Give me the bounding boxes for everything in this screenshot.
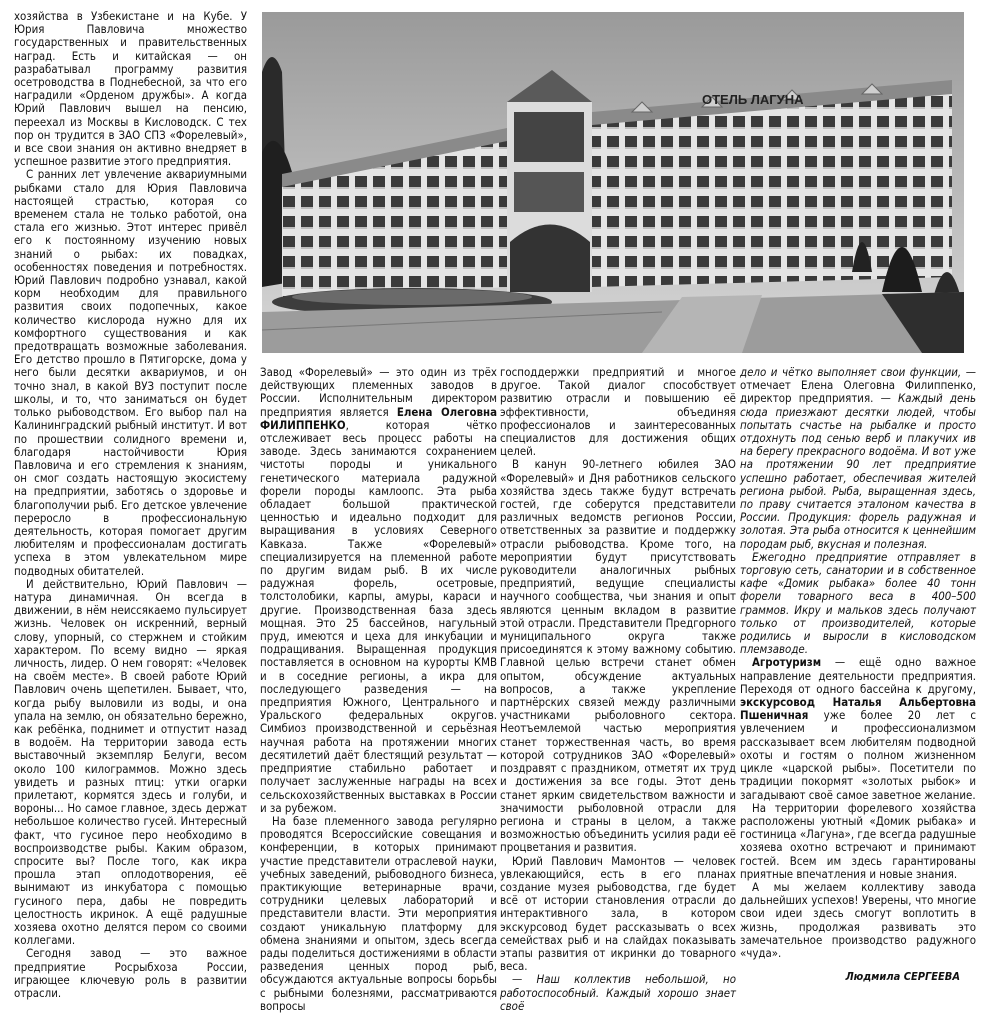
col1-paragraph-2: С ранних лет увлечение аквариумными рыбками стало для Юрия Павловича настоящей страстью, которая со временем стала не только работой, она стала его жизнью. Этот интерес привёл его к постоянному изучению новых знаний о рыбах: их повадках, особенностях поведения и потребностях. Юрий Павлович подробно узнавал, какой корм необходим для правильного развития своих подопечных, какое количество кислорода нужно для их комфортного существования и как предотвращать возможные заболевания. Его детство прошло в Пятигорске, дома у него были десятки аквариумов, и он точно знал, в какой ВУЗ поступит после школы, и то, что заниматься он будет только рыбоводством. Его выбор пал на Калининградский рыбный институт. И вот по прошествии солидного времени и, благодаря настойчивости Юрия Павловича и его стремления к знаниям, он смог создать настоящую экосистему на предприятии, заботясь о здоровье и благополучии рыб. Его детское увлечение переросло в профессиональную деятельность, которая помогает другим любителям и профессионалам достигать успеха в этом увлекательном мире подводных обитателей. (14, 167, 247, 578)
col3-paragraph-3: Юрий Павлович Мамонтов — человек увлекающийся, есть в его планах создание музея рыбоводства, где будет всё от истории становления отрасли до интерактивного зала, в котором экскурсовод будет рассказывать о всех семействах рыб и на слайдах показывать этапы развития от икринки до товарного веса. (500, 853, 736, 974)
col1-paragraph-4: Сегодня завод — это важное предприятие Росрыбхоза России, играющее ключевую роль в развитии отрасли. (14, 946, 247, 1001)
col3-paragraph-1: господдержки предприятий и многое другое. Такой диалог способствует развитию отрасли и повышению её эффективности, объединяя профессионалов и заинтересованных специалистов для достижения общих целей. (500, 365, 736, 459)
guide-name: экскурсовод Наталья Альбертовна Пшеничная (740, 695, 976, 723)
column-4 (740, 366, 976, 960)
col2-paragraph-2: На базе племенного завода регулярно проводятся Всероссийские совещания и конференции, в которых принимают участие представители отраслевой науки, учебных заведений, рыбоводного бизнеса, практикующие ветеринарные врачи, сотрудники целевых лабораторий и представители власти. Эти мероприятия создают уникальную платформу для обмена знаниями и опытом, здесь всегда рады поделиться достижениями в области разведения ценных пород рыб, обсуждаются актуальные вопросы борьбы с рыбными болезнями, рассматриваются вопросы (260, 813, 497, 1013)
author-signature: Людмила СЕРГЕЕВА (845, 970, 960, 983)
col1-paragraph-3: И действительно, Юрий Павлович — натура динамичная. Он всегда в движении, в нём неиссякаемо пульсирует жизнь. Человек он искренний, верный слову, упорный, со стержнем и стойким характером. По всему видно — яркая личность, лидер. О нем говорят: «Человек на своём месте». В своей работе Юрий Павлович очень щепетилен. Бывает, что, когда рыбу выловили из воды, и она упала на землю, он обязательно бережно, как ребёнка, поднимет и отпустит назад в водоём. На территории завода есть выставочный экземпляр Белуги, весом около 100 килограммов. Можно здесь увидеть и разных птиц: утки огарки прилетают, кормятся здесь и голуби, и вороны... Но самое главное, здесь держат небольшое количество гусей. Интересный факт, что гусиное перо необходимо в воспроизводстве рыбы. Каким образом, спросите вы? После того, как икра прошла этап оплодотворения, её вынимают из инкубатора с помощью гусиного пера, дабы не повредить целостность икринок. А ещё радушные хозяева охотно делятся пером со своими коллегами. (14, 576, 247, 948)
col4-paragraph-1: дело и чётко выполняет свои функции, — отмечает Елена Олеговна Филиппенко, директор предприятия. — Каждый день сюда приезжают десятки людей, чтобы попытать счастье на рыбалке и просто отдохнуть под сенью верб и плакучих ив на берегу прекрасного водоёма. И вот уже на протяжении 90 лет предприятие успешно работает, обеспечивая жителей региона рыбой. Рыба, выращенная здесь, по праву считается эталоном качества в России. Продукция: форель радужная и золотая. Эта рыба относится к ценнейшим породам рыб, вкусная и полезная. (740, 365, 976, 551)
col3-paragraph-2: В канун 90-летнего юбилея ЗАО «Форелевый» и Дня работников сельского хозяйства здесь также будут встречать гостей, где соберутся представители различных ведомств регионов России, ответственных за развитие и поддержку отрасли рыбоводства. Кроме того, на мероприятии будут присутствовать руководители аналогичных рыбных предприятий, ведущие специалисты научного сообщества, чьи знания и опыт являются ценным вкладом в развитие этой отрасли. Представители Предгорного муниципального округа также присоединятся к этому важному событию. Главной целью встречи станет обмен опытом, обсуждение актуальных вопросов, а также укрепление партнёрских связей между различными участниками рыболовного сектора. Неотъемлемой частью мероприятия станет торжественная часть, во время которой сотрудников ЗАО «Форелевый» поздравят с праздником, отметят их труд и достижения за все годы. Этот день станет ярким свидетельством важности и значимости рыболовной отрасли для региона и страны в целом, а также возможностью объединить усилия ради её процветания и развития. (500, 457, 736, 855)
col1-paragraph-1: хозяйства в Узбекистане и на Кубе. У Юрия Павловича множество государственных и правительственных наград. Есть и китайская — он разрабатывал программу развития осетроводства в Поднебесной, за что его наградили «Орденом дружбы». А когда Юрий Павлович вышел на пенсию, переехал из Москвы в Кисловодск. С тех пор он трудится в ЗАО СПЗ «Форелевый», и все свои знания он активно внедряет в успешное развитие этого предприятия. (14, 9, 247, 169)
column-2 (260, 366, 497, 1013)
director-name: Елена Олеговна ФИЛИППЕНКО (260, 404, 497, 432)
agrotourism-lead: Агротуризм (752, 655, 822, 670)
hotel-sign: ОТЕЛЬ ЛАГУНА (702, 92, 804, 107)
hotel-building-illustration (262, 12, 964, 353)
col3-paragraph-4: — Наш коллектив небольшой, но работоспособный. Каждый хорошо знает своё (500, 972, 736, 1013)
col4-paragraph-2: Ежегодно предприятие отправляет в торговую сеть, санатории и в собственное кафе «Домик рыбака» более 40 тонн форели товарного веса в 400–500 граммов. Икру и мальков здесь получают только от производителей, которые родились и выросли в кисловодском племзаводе. (740, 549, 976, 657)
col4-paragraph-5: А мы желаем коллективу завода дальнейших успехов! Уверены, что многие свои идеи здесь смогут воплотить в жизнь, продолжая развивать это замечательное производство радужного «чуда». (740, 879, 976, 960)
column-1 (14, 10, 247, 1000)
col4-paragraph-4: На территории форелевого хозяйства расположены уютный «Домик рыбака» и гостиница «Лагуна», где всегда радушные хозяева охотно встречают и принимают гостей. Всем им здесь гарантированы приятные впечатления и новые знания. (740, 800, 976, 881)
column-3 (500, 366, 736, 1013)
col4-paragraph-3: Агротуризм — ещё одно важное направление деятельности предприятия. Переходя от одного бассейна к другому, экскурсовод Наталья Альбертовна Пшеничная уже более 20 лет с увлечением и профессионализмом рассказывает всем любителям подводной охоты и гостям о полном жизненном цикле «царской рыбы». Посетители по традиции покормят «золотых рыбок» и загадывают своё самое заветное желание. (740, 655, 976, 802)
col2-paragraph-1: Завод «Форелевый» — это один из трёх действующих племенных заводов в России. Исполнительным директором предприятия является Елена Олеговна ФИЛИППЕНКО, которая чётко отслеживает весь процесс работы на заводе. Здесь занимаются сохранением чистоты породы и уникального генетического материала радужной форели породы камлоопс. Эта рыба обладает большой практической ценностью и идеально подходит для выращивания в условиях Северного Кавказа. Также «Форелевый» специализируется на племенной работе по другим видам рыб. В их числе радужная форель, осетровые, толстолобики, карпы, амуры, караси и другие. Производственная база здесь мощная. Это 25 бассейнов, нагульный пруд, имеются и цеха для инкубации и подращивания. Выращенная продукция поставляется в основном на курорты КМВ и в соседние регионы, а икра для последующего разведения — на предприятия Южного, Центрального и Уральского федеральных округов. Симбиоз производственной и серьёзная научная работа на протяжении многих десятилетий даёт блестящий результат — предприятие стабильно работает и получает заслуженные награды на всех сельскохозяйственных выставках в России и за рубежом. (260, 365, 497, 815)
hotel-photo (262, 12, 964, 353)
